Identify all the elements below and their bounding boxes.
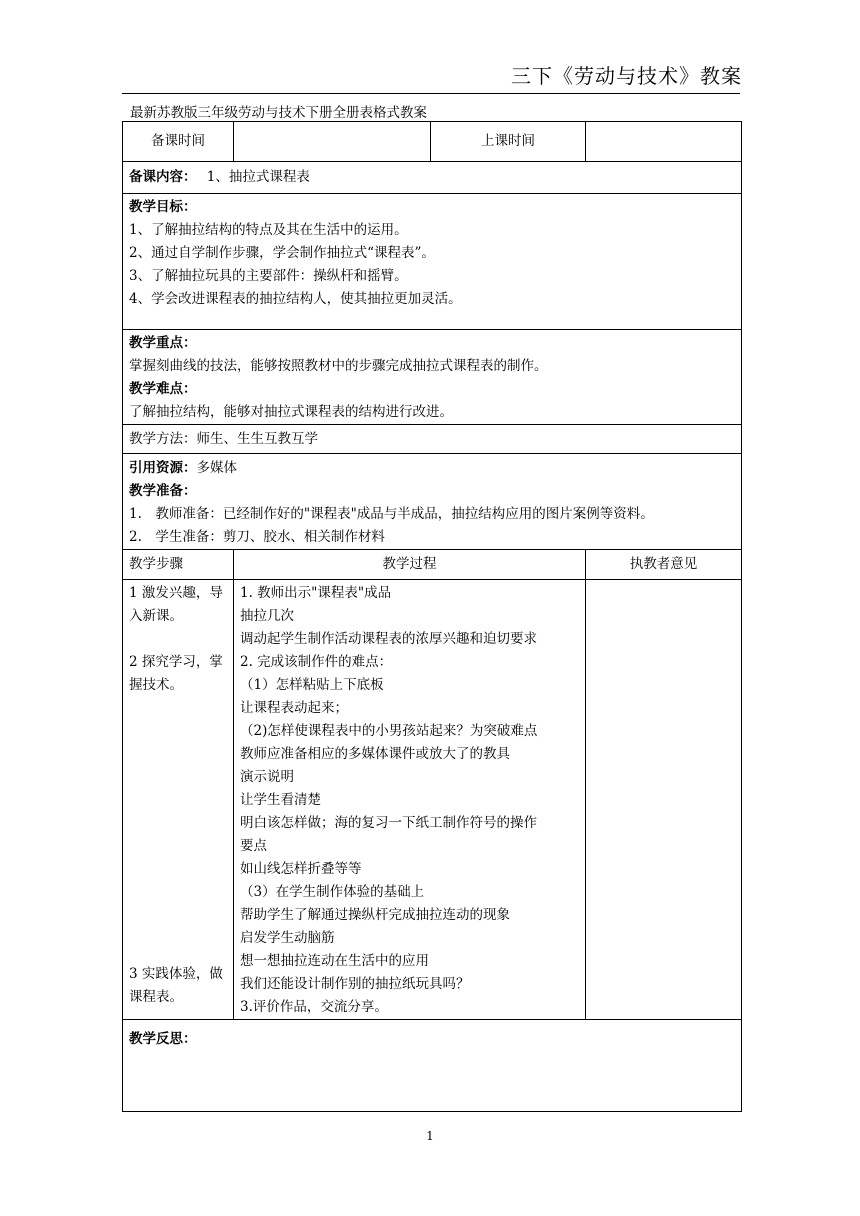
prep-item: 1. 教师准备：已经制作好的"课程表"成品与半成品，抽拉结构应用的图片案例等资料。 — [129, 506, 654, 522]
process-line: 让课程表动起来； — [240, 700, 348, 716]
header-title: 三下《劳动与技术》教案 — [511, 64, 742, 88]
opinion-cell — [586, 580, 742, 1020]
process-line: （1）怎样粘贴上下底板 — [240, 677, 384, 693]
step-3: 3 实践体验，做课程表。 — [129, 966, 223, 1005]
process-line: （3）在学生制作体验的基础上 — [240, 884, 425, 900]
document-title: 最新苏教版三年级劳动与技术下册全册表格式教案 — [130, 105, 427, 121]
time-row — [123, 122, 742, 162]
reflection-label: 教学反思： — [129, 1031, 197, 1047]
process-line: 1. 教师出示"课程表"成品 — [240, 585, 392, 601]
columns-header-row — [123, 550, 742, 580]
goal-item: 2、通过自学制作步骤，学会制作抽拉式“课程表”。 — [129, 245, 435, 261]
header-rule — [122, 93, 740, 94]
resources-row — [123, 454, 742, 550]
process-line: 明白该怎样做；海的复习一下纸工制作符号的操作 — [240, 815, 537, 831]
goal-item: 1、了解抽拉结构的特点及其在生活中的运用。 — [129, 222, 408, 238]
process-line: 抽拉几次 — [240, 608, 294, 624]
process-line: 让学生看清楚 — [240, 792, 321, 808]
step-2: 2 探究学习，掌握技术。 — [129, 654, 223, 693]
process-line: 演示说明 — [240, 769, 294, 785]
method-text: 教学方法：师生、生生互教互学 — [123, 425, 742, 454]
process-line: 启发学生动脑筋 — [240, 930, 335, 946]
lesson-plan-table — [122, 121, 742, 1112]
key-label: 教学重点： — [129, 335, 197, 351]
method-row — [123, 425, 742, 454]
process-row — [123, 580, 742, 1020]
process-line: 教师应准备相应的多媒体课件或放大了的教具 — [240, 746, 510, 762]
process-line: 我们还能设计制作别的抽拉纸玩具吗？ — [240, 976, 470, 992]
process-line: 帮助学生了解通过操纵杆完成抽拉连动的现象 — [240, 907, 510, 923]
difficulty-text: 了解抽拉结构，能够对抽拉式课程表的结构进行改进。 — [129, 404, 453, 420]
reflection-row — [123, 1020, 742, 1112]
prep-time-value — [234, 122, 431, 162]
goals-label: 教学目标： — [129, 199, 197, 215]
resources-label: 引用资源： — [129, 460, 197, 476]
process-line: 3.评价作品，交流分享。 — [240, 999, 388, 1015]
process-line: 要点 — [240, 838, 267, 854]
goal-item: 3、了解抽拉玩具的主要部件：操纵杆和摇臂。 — [129, 268, 408, 284]
class-time-label: 上课时间 — [431, 122, 586, 162]
process-line: （2)怎样使课程表中的小男孩站起来？为突破难点 — [240, 723, 538, 739]
difficulty-label: 教学难点： — [129, 381, 197, 397]
process-line: 2. 完成该制作件的难点： — [240, 654, 393, 670]
col-process-header: 教学过程 — [234, 550, 586, 580]
prep-time-label: 备课时间 — [123, 122, 234, 162]
goal-item: 4、学会改进课程表的抽拉结构人，使其抽拉更加灵活。 — [129, 291, 462, 307]
process-line: 如山线怎样折叠等等 — [240, 861, 362, 877]
goals-row — [123, 194, 742, 330]
content-row — [123, 162, 742, 194]
col-steps-header: 教学步骤 — [123, 550, 234, 580]
process-line: 想一想抽拉连动在生活中的应用 — [240, 953, 429, 969]
step-1: 1 激发兴趣，导入新课。 — [129, 585, 223, 624]
prep-item: 2. 学生准备：剪刀、胶水、相关制作材料 — [129, 529, 385, 545]
content-label: 备课内容： — [129, 169, 197, 185]
class-time-value — [586, 122, 742, 162]
page-number: 1 — [426, 1129, 434, 1143]
process-line: 调动起学生制作活动课程表的浓厚兴趣和迫切要求 — [240, 631, 537, 647]
key-text: 掌握刻曲线的技法，能够按照教材中的步骤完成抽拉式课程表的制作。 — [129, 358, 548, 374]
prep-label: 教学准备： — [129, 483, 197, 499]
key-points-row — [123, 330, 742, 425]
col-opinion-header: 执教者意见 — [586, 550, 742, 580]
content-value: 1、抽拉式课程表 — [206, 169, 310, 185]
resources-value: 多媒体 — [196, 460, 237, 476]
